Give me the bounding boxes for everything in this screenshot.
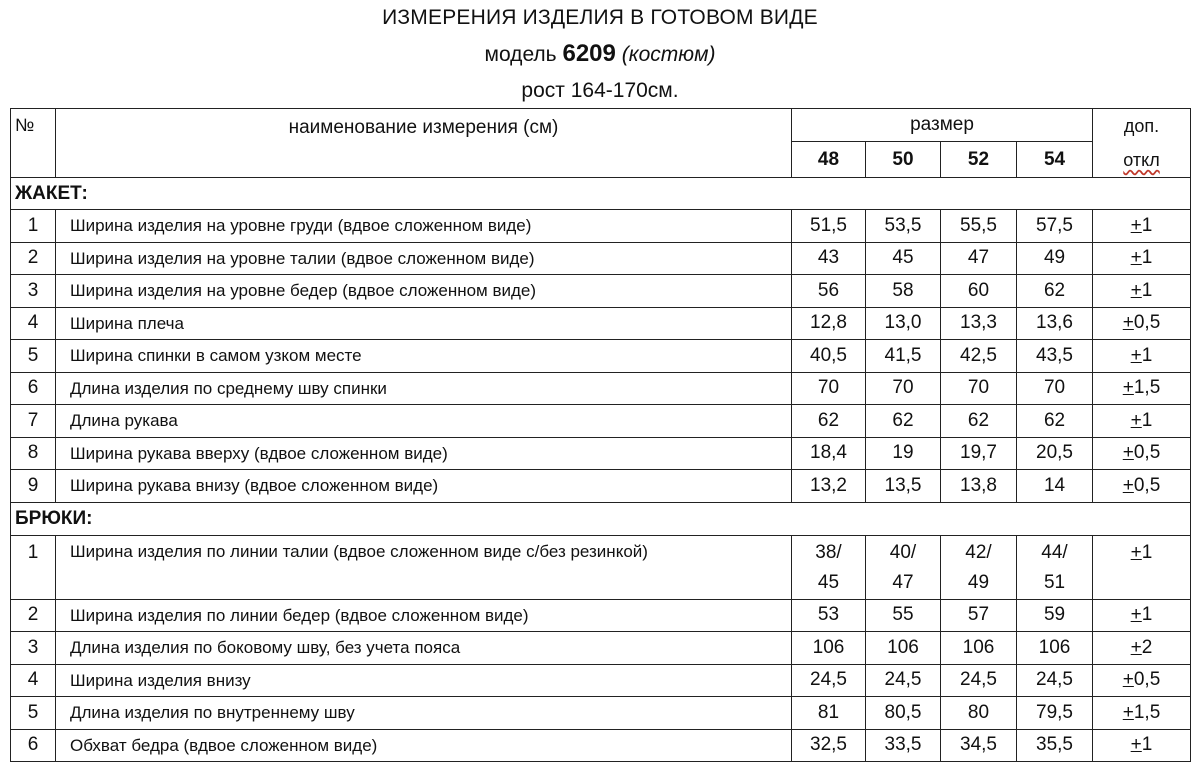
tolerance-sign: + xyxy=(1122,377,1134,399)
measurement-name: Длина изделия по среднему шву спинки xyxy=(56,372,792,405)
header-size: размер xyxy=(792,109,1093,142)
section-title-jacket: ЖАКЕТ: xyxy=(11,178,1191,210)
tolerance-cell xyxy=(1093,372,1191,405)
tolerance-cell xyxy=(1093,599,1191,632)
measurement-name: Ширина изделия по линии талии (вдвое сложенном виде с/без резинкой) xyxy=(56,535,792,599)
size-value-54: 20,5 xyxy=(1017,437,1093,470)
header-name: наименование измерения (см) xyxy=(56,109,792,178)
size-value-50: 24,5 xyxy=(866,664,941,697)
header-no: № xyxy=(11,109,56,178)
row-number: 1 xyxy=(11,535,56,599)
measurement-name: Длина рукава xyxy=(56,405,792,438)
tolerance-sign: + xyxy=(1122,701,1134,723)
table-row xyxy=(11,729,1191,762)
tolerance-cell xyxy=(1093,210,1191,243)
measurement-name: Обхват бедра (вдвое сложенном виде) xyxy=(56,729,792,762)
size-value-line1: 40/ xyxy=(889,541,917,563)
tolerance-cell xyxy=(1093,405,1191,438)
size-value-48: 106 xyxy=(792,632,866,665)
table-row xyxy=(11,599,1191,632)
tolerance-sign: + xyxy=(1130,344,1142,366)
size-value-line1: 44/ xyxy=(1041,541,1068,563)
row-number: 5 xyxy=(11,340,56,373)
header-tolerance xyxy=(1093,109,1191,178)
size-value-54: 79,5 xyxy=(1017,697,1093,730)
size-value-48: 51,5 xyxy=(792,210,866,243)
tolerance-value: 1 xyxy=(1141,734,1153,756)
measurement-name: Ширина изделия по линии бедер (вдвое сложенном виде) xyxy=(56,599,792,632)
measurement-name: Ширина изделия на уровне талии (вдвое сложенном виде) xyxy=(56,242,792,275)
size-value-52: 47 xyxy=(941,242,1017,275)
table-row xyxy=(11,535,1191,599)
row-number: 2 xyxy=(11,599,56,632)
tolerance-sign: + xyxy=(1130,636,1142,658)
tolerance-sign: + xyxy=(1130,247,1142,269)
size-value-54: 43,5 xyxy=(1017,340,1093,373)
row-number: 2 xyxy=(11,242,56,275)
size-value-52: 57 xyxy=(941,599,1017,632)
size-value-48: 24,5 xyxy=(792,664,866,697)
table-row xyxy=(11,372,1191,405)
size-value-line2: 45 xyxy=(817,571,840,593)
tolerance-cell xyxy=(1093,470,1191,503)
document-title: ИЗМЕРЕНИЯ ИЗДЕЛИЯ В ГОТОВОМ ВИДЕ xyxy=(382,6,818,29)
model-prefix: модель xyxy=(484,43,557,66)
size-value-54: 13,6 xyxy=(1017,307,1093,340)
size-value-54: 62 xyxy=(1017,275,1093,308)
table-row xyxy=(11,437,1191,470)
size-value-54: 59 xyxy=(1017,599,1093,632)
row-number: 7 xyxy=(11,405,56,438)
tolerance-cell xyxy=(1093,664,1191,697)
size-value-52: 62 xyxy=(941,405,1017,438)
tolerance-cell xyxy=(1093,697,1191,730)
tolerance-cell xyxy=(1093,535,1191,599)
table-row xyxy=(11,340,1191,373)
tolerance-sign: + xyxy=(1130,604,1142,626)
tolerance-value: 0,5 xyxy=(1133,669,1161,691)
tolerance-value: 1 xyxy=(1141,541,1153,563)
tolerance-value: 0,5 xyxy=(1133,474,1161,496)
row-number: 4 xyxy=(11,664,56,697)
table-row xyxy=(11,275,1191,308)
size-value-52: 60 xyxy=(941,275,1017,308)
header-tolerance-line2: откл xyxy=(1123,150,1160,170)
size-value-line2: 47 xyxy=(892,571,914,593)
tolerance-cell xyxy=(1093,437,1191,470)
table-row xyxy=(11,697,1191,730)
tolerance-cell xyxy=(1093,275,1191,308)
tolerance-sign: + xyxy=(1130,279,1142,301)
size-value-50: 62 xyxy=(866,405,941,438)
measurement-name: Ширина спинки в самом узком месте xyxy=(56,340,792,373)
size-value-52: 13,8 xyxy=(941,470,1017,503)
tolerance-value: 1 xyxy=(1141,344,1153,366)
tolerance-value: 1 xyxy=(1141,279,1153,301)
header-size-50: 50 xyxy=(866,142,941,178)
size-value-54: 24,5 xyxy=(1017,664,1093,697)
header-tolerance-line1: доп. xyxy=(1123,116,1160,136)
size-value-54: 62 xyxy=(1017,405,1093,438)
section-trousers xyxy=(11,502,1191,535)
tolerance-sign: + xyxy=(1122,669,1134,691)
size-value-50: 80,5 xyxy=(866,697,941,730)
measurement-name: Ширина плеча xyxy=(56,307,792,340)
size-value-48: 70 xyxy=(792,372,866,405)
size-value-50: 19 xyxy=(866,437,941,470)
size-value-52: 106 xyxy=(941,632,1017,665)
size-value-line2: 49 xyxy=(967,571,990,593)
size-value-54 xyxy=(1017,535,1093,599)
measurements-table xyxy=(10,108,1191,762)
tolerance-sign: + xyxy=(1130,409,1142,431)
size-value-line2: 51 xyxy=(1043,571,1066,593)
tolerance-sign: + xyxy=(1130,734,1142,756)
size-value-52: 80 xyxy=(941,697,1017,730)
table-row xyxy=(11,664,1191,697)
tolerance-cell xyxy=(1093,729,1191,762)
tolerance-value: 0,5 xyxy=(1133,442,1161,464)
size-value-50: 70 xyxy=(866,372,941,405)
measurement-name: Ширина изделия на уровне бедер (вдвое сложенном виде) xyxy=(56,275,792,308)
size-value-50: 106 xyxy=(866,632,941,665)
row-number: 9 xyxy=(11,470,56,503)
tolerance-value: 1,5 xyxy=(1133,701,1161,723)
measurement-name: Ширина изделия внизу xyxy=(56,664,792,697)
size-value-line1: 42/ xyxy=(965,541,992,563)
size-value-48: 18,4 xyxy=(792,437,866,470)
size-value-50 xyxy=(866,535,941,599)
row-number: 6 xyxy=(11,729,56,762)
row-number: 3 xyxy=(11,632,56,665)
table-row xyxy=(11,405,1191,438)
tolerance-value: 1 xyxy=(1141,247,1153,269)
size-value-48 xyxy=(792,535,866,599)
tolerance-value: 0,5 xyxy=(1133,312,1161,334)
measurement-name: Длина изделия по боковому шву, без учета пояса xyxy=(56,632,792,665)
size-value-48: 56 xyxy=(792,275,866,308)
measurement-name: Ширина изделия на уровне груди (вдвое сложенном виде) xyxy=(56,210,792,243)
tolerance-sign: + xyxy=(1130,541,1142,563)
header-size-52: 52 xyxy=(941,142,1017,178)
model-line xyxy=(0,40,1200,68)
size-value-50: 13,5 xyxy=(866,470,941,503)
table-row xyxy=(11,242,1191,275)
size-value-48: 13,2 xyxy=(792,470,866,503)
section-jacket xyxy=(11,178,1191,210)
size-value-54: 57,5 xyxy=(1017,210,1093,243)
tolerance-sign: + xyxy=(1122,442,1134,464)
size-value-50: 13,0 xyxy=(866,307,941,340)
tolerance-sign: + xyxy=(1130,214,1142,236)
size-value-50: 33,5 xyxy=(866,729,941,762)
size-value-52: 24,5 xyxy=(941,664,1017,697)
tolerance-value: 1 xyxy=(1141,214,1153,236)
tolerance-cell xyxy=(1093,340,1191,373)
size-value-54: 14 xyxy=(1017,470,1093,503)
size-value-50: 53,5 xyxy=(866,210,941,243)
size-value-50: 45 xyxy=(866,242,941,275)
size-value-52: 13,3 xyxy=(941,307,1017,340)
table-row xyxy=(11,210,1191,243)
tolerance-sign: + xyxy=(1122,312,1134,334)
header-size-54: 54 xyxy=(1017,142,1093,178)
size-value-48: 81 xyxy=(792,697,866,730)
table-row xyxy=(11,470,1191,503)
size-value-52: 42,5 xyxy=(941,340,1017,373)
header-row-1 xyxy=(11,109,1191,142)
row-number: 5 xyxy=(11,697,56,730)
size-value-50: 58 xyxy=(866,275,941,308)
table-row xyxy=(11,307,1191,340)
size-value-48: 32,5 xyxy=(792,729,866,762)
row-number: 4 xyxy=(11,307,56,340)
size-value-48: 40,5 xyxy=(792,340,866,373)
size-value-50: 55 xyxy=(866,599,941,632)
tolerance-value: 1,5 xyxy=(1133,377,1161,399)
section-title-trousers: БРЮКИ: xyxy=(11,502,1191,535)
size-value-50: 41,5 xyxy=(866,340,941,373)
size-value-52: 70 xyxy=(941,372,1017,405)
row-number: 3 xyxy=(11,275,56,308)
height-range: рост 164-170см. xyxy=(521,79,679,102)
model-number: 6209 xyxy=(562,40,616,67)
size-value-48: 43 xyxy=(792,242,866,275)
tolerance-cell xyxy=(1093,632,1191,665)
size-value-52: 55,5 xyxy=(941,210,1017,243)
model-type: (костюм) xyxy=(621,43,716,66)
size-value-52: 34,5 xyxy=(941,729,1017,762)
tolerance-cell xyxy=(1093,242,1191,275)
size-value-line1: 38/ xyxy=(815,541,842,563)
size-value-48: 62 xyxy=(792,405,866,438)
row-number: 6 xyxy=(11,372,56,405)
size-value-54: 49 xyxy=(1017,242,1093,275)
measurement-name: Ширина рукава вверху (вдвое сложенном виде) xyxy=(56,437,792,470)
size-value-54: 106 xyxy=(1017,632,1093,665)
measurement-name: Длина изделия по внутреннему шву xyxy=(56,697,792,730)
row-number: 1 xyxy=(11,210,56,243)
tolerance-cell xyxy=(1093,307,1191,340)
size-value-52 xyxy=(941,535,1017,599)
size-value-52: 19,7 xyxy=(941,437,1017,470)
size-value-54: 35,5 xyxy=(1017,729,1093,762)
size-value-48: 53 xyxy=(792,599,866,632)
table-row xyxy=(11,632,1191,665)
header-size-48: 48 xyxy=(792,142,866,178)
measurement-name: Ширина рукава внизу (вдвое сложенном виде) xyxy=(56,470,792,503)
row-number: 8 xyxy=(11,437,56,470)
tolerance-value: 2 xyxy=(1141,636,1153,658)
size-value-48: 12,8 xyxy=(792,307,866,340)
tolerance-value: 1 xyxy=(1141,604,1153,626)
tolerance-value: 1 xyxy=(1141,409,1153,431)
size-value-54: 70 xyxy=(1017,372,1093,405)
tolerance-sign: + xyxy=(1122,474,1134,496)
